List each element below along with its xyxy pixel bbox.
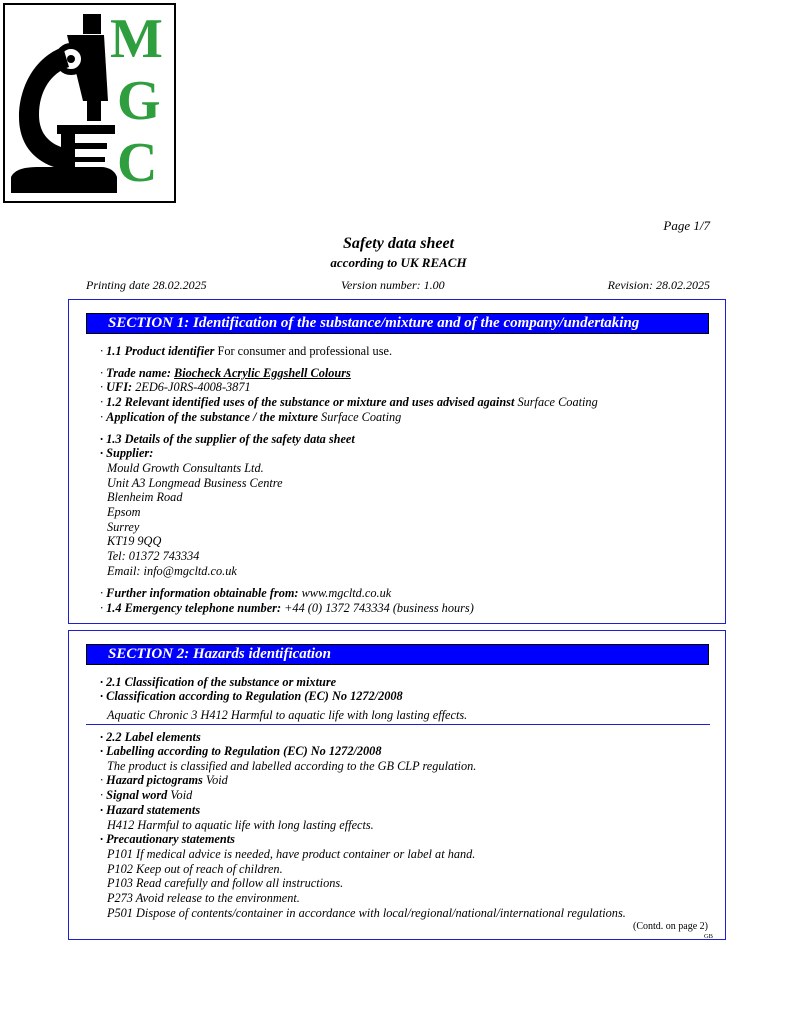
supplier-line: Tel: 01372 743334 (107, 549, 200, 563)
section-2-heading: SECTION 2: Hazards identification (86, 644, 709, 665)
label-elements: · 2.2 Label elements (100, 730, 201, 744)
trade-name-value: Biocheck Acrylic Eggshell Colours (174, 366, 351, 380)
further-info-label: Further information obtainable from: (106, 586, 299, 600)
section-divider (86, 724, 710, 725)
relevant-uses: · 1.2 Relevant identified uses of the substance or mixture and uses advised against Surface Coating (100, 395, 598, 409)
precautionary-statement: P501 Dispose of contents/container in accordance with local/regional/national/international regulations. (107, 906, 626, 920)
regulation-label: Classification according to Regulation (EC) No 1272/2008 (106, 689, 403, 703)
supplier-line: Epsom (107, 505, 141, 519)
precautionary-statement: P102 Keep out of reach of children. (107, 862, 283, 876)
supplier-line: Blenheim Road (107, 490, 183, 504)
page-number: Page 1/7 (663, 218, 710, 233)
application: · Application of the substance / the mixture Surface Coating (100, 410, 402, 424)
logo-letter-m: M (110, 8, 163, 70)
pictograms-label: Hazard pictograms (106, 773, 203, 787)
emergency-number: · 1.4 Emergency telephone number: +44 (0) 1372 743334 (business hours) (100, 601, 474, 615)
signal-word: · Signal word Void (100, 788, 193, 802)
continued-note: (Contd. on page 2) (633, 921, 708, 932)
classification: · 2.1 Classification of the substance or mixture (100, 675, 337, 689)
logo-letter-c: C (117, 132, 158, 194)
trade-name-label: Trade name: (106, 366, 171, 380)
hazard-statements: · Hazard statements (100, 803, 201, 817)
precautionary-statement: P101 If medical advice is needed, have product container or label at hand. (107, 847, 476, 861)
product-identifier-value: For consumer and professional use. (217, 344, 393, 358)
ufi: · UFI: 2ED6-J0RS-4008-3871 (100, 380, 251, 394)
document-title: Safety data sheet (342, 235, 455, 252)
supplier-details-label: 1.3 Details of the supplier of the safety data sheet (106, 432, 355, 446)
labelling-value: The product is classified and labelled according to the GB CLP regulation. (107, 759, 477, 773)
pictograms-value: Void (205, 773, 228, 787)
labelling-label: Labelling according to Regulation (EC) No 1272/2008 (106, 744, 382, 758)
supplier-line: Surrey (107, 520, 140, 534)
trade-name: · Trade name: Biocheck Acrylic Eggshell Colours (100, 366, 351, 380)
logo-letter-g: G (117, 70, 161, 132)
emergency-value: +44 (0) 1372 743334 (business hours) (284, 601, 474, 615)
further-info: · Further information obtainable from: www.mgcltd.co.uk (100, 586, 392, 600)
product-identifier-label: 1.1 Product identifier (106, 344, 215, 358)
revision-date: Revision: 28.02.2025 (607, 278, 710, 292)
relevant-uses-label: 1.2 Relevant identified uses of the substance or mixture and uses advised against (106, 395, 515, 409)
company-logo (3, 3, 176, 203)
supplier: · Supplier: (100, 446, 154, 460)
document-subtitle: according to UK REACH (330, 255, 467, 270)
ufi-label: UFI: (106, 380, 133, 394)
version-number: Version number: 1.00 (341, 278, 445, 292)
section-2 (68, 630, 726, 940)
product-identifier: · 1.1 Product identifier For consumer and professional use. (100, 344, 393, 358)
supplier-line: KT19 9QQ (107, 534, 162, 548)
labelling: · Labelling according to Regulation (EC) No 1272/2008 (100, 744, 382, 758)
supplier-label: Supplier: (106, 446, 154, 460)
supplier-line: Mould Growth Consultants Ltd. (107, 461, 264, 475)
precautionary-statement: P103 Read carefully and follow all instructions. (107, 876, 344, 890)
supplier-details: · 1.3 Details of the supplier of the safety data sheet (100, 432, 355, 446)
further-info-value: www.mgcltd.co.uk (301, 586, 392, 600)
relevant-uses-value: Surface Coating (517, 395, 598, 409)
hazard-statement: H412 Harmful to aquatic life with long lasting effects. (107, 818, 374, 832)
precautionary-statements: · Precautionary statements (100, 832, 235, 846)
emergency-label: 1.4 Emergency telephone number: (106, 601, 282, 615)
hazard-statements-label: Hazard statements (106, 803, 201, 817)
hazard-pictograms: · Hazard pictograms Void (100, 773, 228, 787)
signal-word-value: Void (170, 788, 193, 802)
regulation: · Classification according to Regulation (EC) No 1272/2008 (100, 689, 403, 703)
section-1 (68, 299, 726, 624)
precautionary-statement: P273 Avoid release to the environment. (107, 891, 300, 905)
printing-date: Printing date 28.02.2025 (86, 278, 207, 292)
precautionary-label: Precautionary statements (106, 832, 235, 846)
classification-label: 2.1 Classification of the substance or mixture (106, 675, 337, 689)
label-elements-label: 2.2 Label elements (106, 730, 201, 744)
signal-word-label: Signal word (106, 788, 168, 802)
application-label: Application of the substance / the mixture (106, 410, 318, 424)
ufi-value: 2ED6-J0RS-4008-3871 (135, 380, 251, 394)
section-1-heading: SECTION 1: Identification of the substance/mixture and of the company/undertaking (86, 313, 709, 334)
country-code: GB (703, 933, 713, 940)
supplier-line: Email: info@mgcltd.co.uk (107, 564, 237, 578)
application-value: Surface Coating (321, 410, 402, 424)
classification-value: Aquatic Chronic 3 H412 Harmful to aquatic life with long lasting effects. (107, 708, 468, 722)
supplier-line: Unit A3 Longmead Business Centre (107, 476, 283, 490)
